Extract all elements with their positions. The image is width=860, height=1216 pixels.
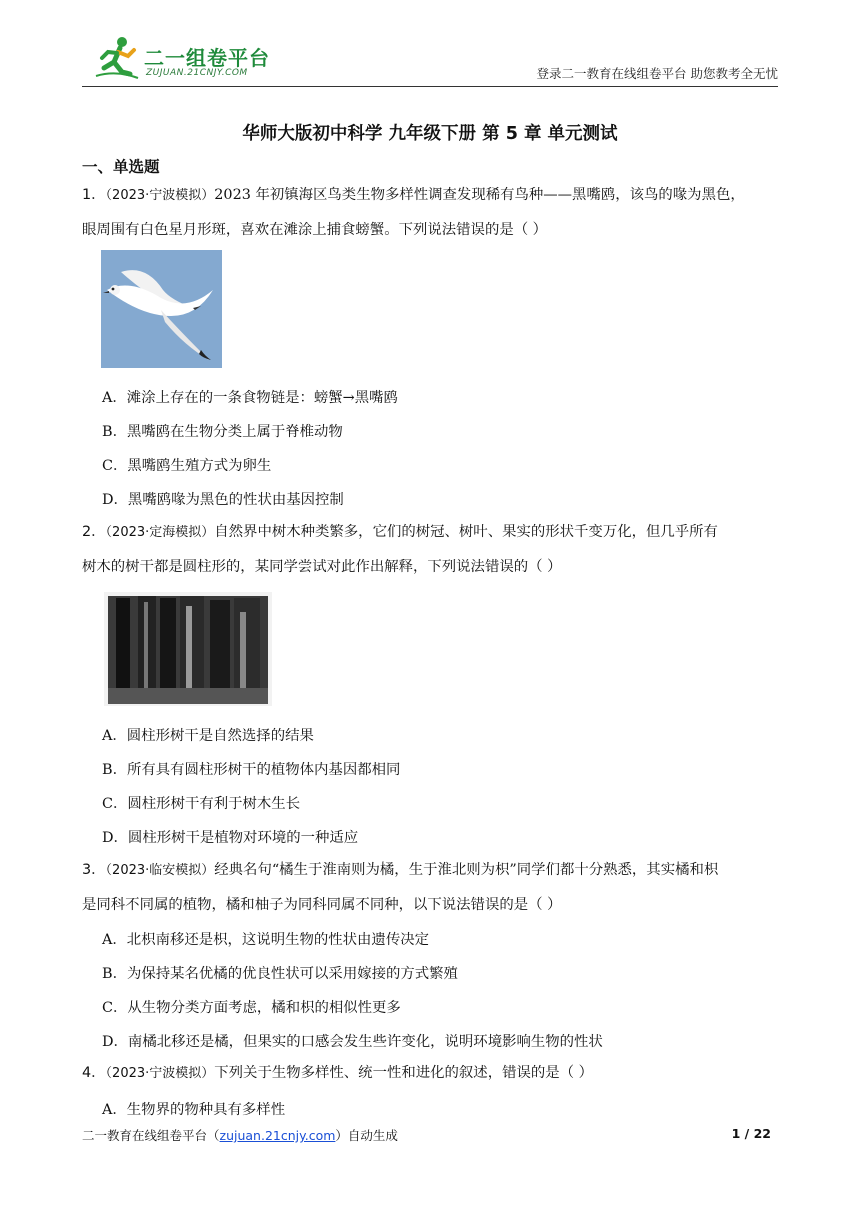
footer-link[interactable]: zujuan.21cnjy.com [219,1128,336,1143]
question-1-option-b[interactable]: B．黑嘴鸥在生物分类上属于脊椎动物 [102,424,343,440]
question-2-option-a[interactable]: A．圆柱形树干是自然选择的结果 [102,728,314,744]
seagull-photo [101,250,222,368]
question-2-option-d[interactable]: D．圆柱形树干是植物对环境的一种适应 [102,830,359,846]
question-1-option-c[interactable]: C．黑嘴鸥生殖方式为卵生 [102,458,272,474]
page-number: 1 / 22 [731,1126,771,1141]
header-slogan: 登录二一教育在线组卷平台 助您教考全无忧 [536,66,778,81]
section-heading: 一、单选题 [82,158,160,176]
question-1-option-d[interactable]: D．黑嘴鸥喙为黑色的性状由基因控制 [102,492,344,508]
question-2-stem: 2．（2023·定海模拟）自然界中树木种类繁多，它们的树冠、树叶、果实的形状千变万化，但几乎所有 树木的树干都是圆柱形的，某同学尝试对此作出解释，下列说法错误的（ ） [82,524,718,575]
footer-source: 二一教育在线组卷平台（zujuan.21cnjy.com）自动生成 [82,1128,398,1143]
tree-trunks-photo [104,592,272,706]
page-header [82,30,778,86]
logo-url: ZUJUAN.21CNJY.COM [146,68,248,78]
question-4-option-a[interactable]: A．生物界的物种具有多样性 [102,1102,286,1118]
question-1-stem: 1．（2023·宁波模拟）2023 年初镇海区鸟类生物多样性调查发现稀有鸟种——黑嘴鸥，该鸟的喙为黑色， 眼周围有白色星月形斑，喜欢在滩涂上捕食螃蟹。下列说法错误的是（ ） [82,187,745,238]
question-4-stem: 4．（2023·宁波模拟）下列关于生物多样性、统一性和进化的叙述，错误的是（ ） [82,1065,593,1081]
question-2-option-c[interactable]: C．圆柱形树干有利于树木生长 [102,796,301,812]
header-divider [82,86,778,87]
logo-text: 二一组卷平台 [144,46,270,70]
question-3-option-b[interactable]: B．为保持某名优橘的优良性状可以采用嫁接的方式繁殖 [102,966,458,982]
question-3-stem: 3．（2023·临安模拟）经典名句“橘生于淮南则为橘，生于淮北则为枳”同学们都十分熟悉，其实橘和枳 是同科不同属的植物，橘和柚子为同科同属不同种，以下说法错误的是（ ） [82,862,719,913]
question-2-option-b[interactable]: B．所有具有圆柱形树干的植物体内基因都相同 [102,762,401,778]
question-3-option-d[interactable]: D．南橘北移还是橘，但果实的口感会发生些许变化，说明环境影响生物的性状 [102,1034,603,1050]
runner-logo-icon [92,34,140,82]
question-1-option-a[interactable]: A．滩涂上存在的一条食物链是：螃蟹→黑嘴鸥 [102,390,398,406]
document-title: 华师大版初中科学 九年级下册 第 5 章 单元测试 [242,124,618,144]
question-3-option-c[interactable]: C．从生物分类方面考虑，橘和枳的相似性更多 [102,1000,401,1016]
question-3-option-a[interactable]: A．北枳南移还是枳，这说明生物的性状由遗传决定 [102,932,429,948]
